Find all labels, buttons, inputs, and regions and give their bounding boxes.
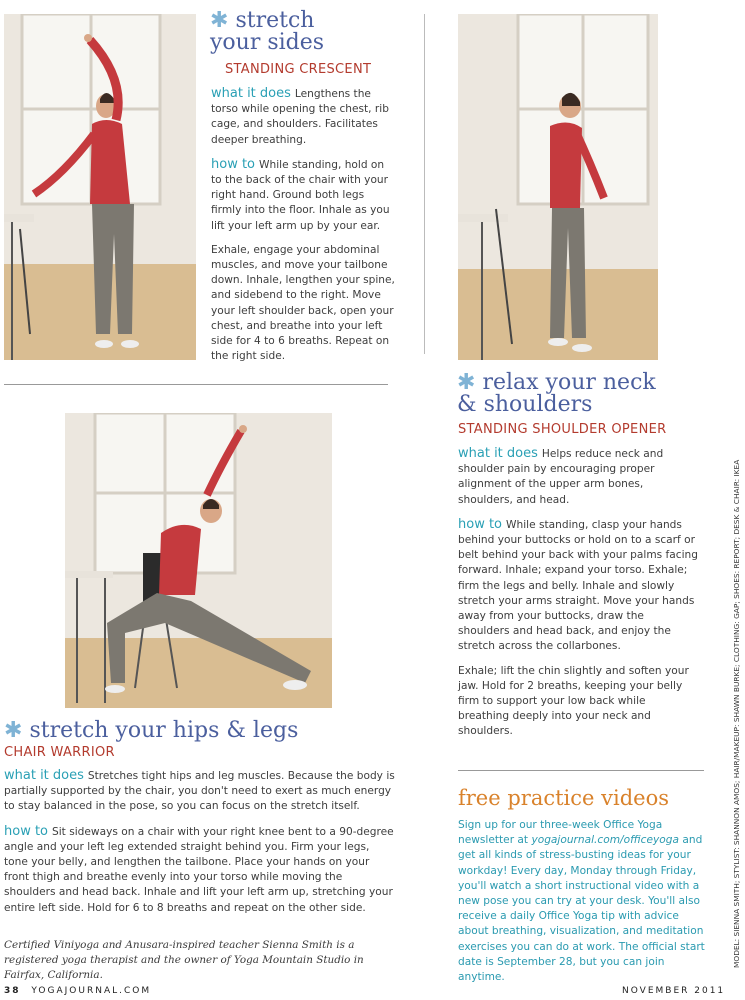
asterisk-icon: ✱ <box>4 718 23 743</box>
section1-title: ✱ stretch your sides <box>210 8 325 55</box>
section1-subtitle: STANDING CRESCENT <box>225 62 372 77</box>
section2-body: what it does Helps reduce neck and shoulder pain by encouraging proper alignment of the upper arm bones, shoulders, and head. how to While standing, clasp your hands behind your buttocks or hold on to a scarf or belt behind your back with your palms facing forward. Inhale; expand your torso. Exhale; firm the legs and belly. Inhale and slowly stretch your arms straight. Move your hands away from your buttocks, draw the shoulders and head back, and enjoy the stretch across the collarbones. Exhale; lift the chin slightly and soften your jaw. Hold for 2 breaths, keeping your belly firm to support your low back while breathing deeply into your neck and shoulders. <box>458 446 698 749</box>
section1-para2: Exhale, engage your abdominal muscles, and move your tailbone down. Inhale, lengthen your spine, and sidebend to the right. Move your left shoulder back, open your chest, and breathe into your left side for 4 to 6 breaths. Repeat on the right side. <box>211 243 395 363</box>
author-bio: Certified Viniyoga and Anusara-inspired teacher Sienna Smith is a registered yoga therapist and the owner of Yoga Mountain Studio in Fairfax, California. <box>4 939 364 981</box>
footer-date: NOVEMBER 2011 <box>622 986 726 996</box>
photo-chair-warrior <box>65 413 332 708</box>
photo-standing-crescent <box>4 14 196 360</box>
page-number: 38 <box>4 986 21 996</box>
section-divider-left <box>4 384 388 385</box>
photo-credits: MODEL: SIENNA SMITH; STYLIST: SHANNON AMOS; HAIR/MAKEUP: SHAWN BURKE; CLOTHING: GAP; SHOES: REPORT; DESK & CHAIR: IKEA <box>732 459 741 968</box>
what-it-does-label: what it does <box>458 446 538 461</box>
how-to-label: how to <box>4 823 49 839</box>
footer-left <box>4 986 151 996</box>
footer-site: YOGAJOURNAL.COM <box>31 986 152 996</box>
promo-title: free practice videos <box>458 786 669 810</box>
what-it-does-label: what it does <box>211 86 291 101</box>
how-to-label: how to <box>211 156 256 172</box>
section-divider-right <box>458 770 704 771</box>
section2-title: ✱ relax your neck & shoulders <box>457 370 656 417</box>
section3-subtitle: CHAIR WARRIOR <box>4 745 115 760</box>
asterisk-icon: ✱ <box>210 8 229 33</box>
promo-body: Sign up for our three-week Office Yoga newsletter at yogajournal.com/officeyoga and get all kinds of stress-busting ideas for your workday! Every day, Monday through Friday, you'll watch a short instructional video with a new pose you can try at your desk. You'll also receive a daily Office Yoga tip with advice about breathing, visualization, and meditation exercises you can do at work. The official start date is September 28, but you can join anytime. <box>458 819 705 984</box>
photo-standing-shoulder-opener <box>458 14 658 360</box>
section2-subtitle: STANDING SHOULDER OPENER <box>458 422 667 437</box>
asterisk-icon: ✱ <box>457 370 476 395</box>
section1-body: what it does Lengthens the torso while opening the chest, rib cage, and shoulders. Facilitates deeper breathing. how to While standing, hold on to the back of the chair with your right hand. Ground both legs firmly into the floor. Inhale as you lift your left arm up by your ear. Exhale, engage your abdominal muscles, and move your tailbone down. Inhale, lengthen your spine, and sidebend to the right. Move your left shoulder back, open your chest, and breathe into your left side for 4 to 6 breaths. Repeat on the right side. <box>211 86 397 373</box>
section2-para2: Exhale; lift the chin slightly and soften your jaw. Hold for 2 breaths, keeping your belly firm to support your low back while breathing deeply into your neck and shoulders. <box>458 664 689 738</box>
what-it-does-label: what it does <box>4 768 84 783</box>
section3-body: what it does Stretches tight hips and leg muscles. Because the body is partially supported by the chair, you don't need to exert as much energy to stay balanced in the pose, so you can focus on the stretch itself. how to Sit sideways on a chair with your right knee bent to a 90-degree angle and your left leg extended straight behind you. Firm your legs, tone your belly, and lengthen the tailbone. Place your hands on your front thigh and breathe evenly into your torso while moving the shoulders and head back. Inhale and lift your left arm up, stretching your entire left side. Hold for 6 to 8 breaths and repeat on the other side. <box>4 768 395 914</box>
how-to-label: how to <box>458 516 503 532</box>
column-divider <box>424 14 425 354</box>
section3-title: ✱ stretch your hips & legs <box>4 718 299 743</box>
promo-link[interactable]: yogajournal.com/officeyoga <box>531 834 679 847</box>
